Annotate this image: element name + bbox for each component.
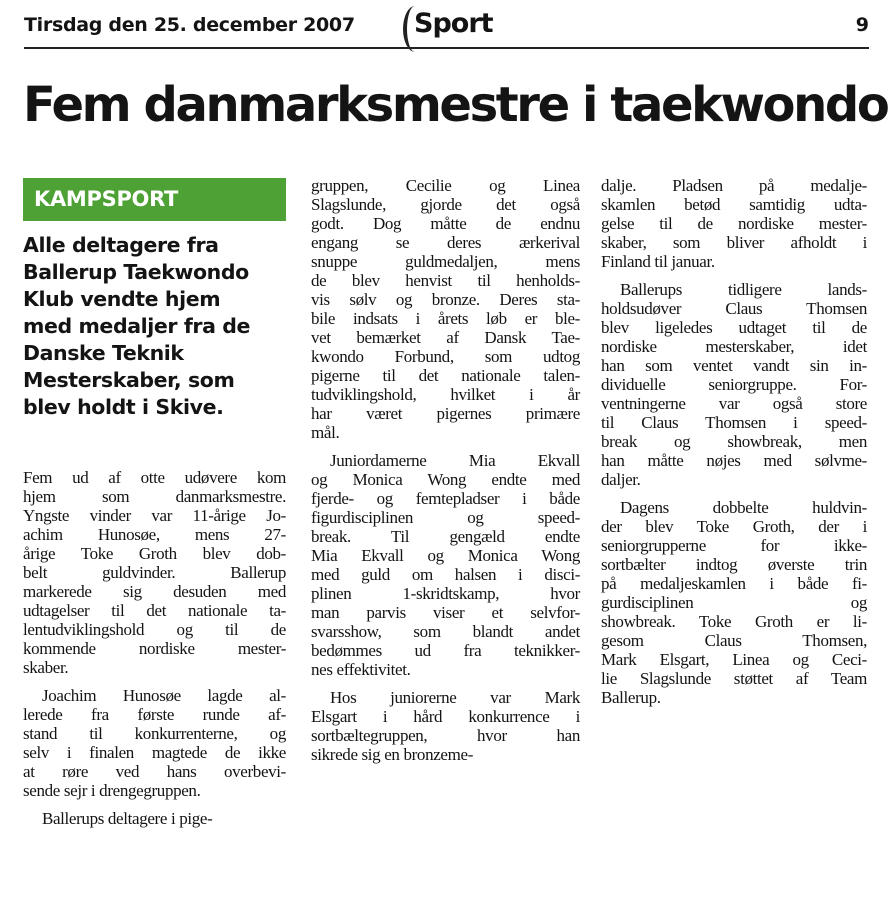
body-text-line: vet bemærket af Dansk Tae- bbox=[311, 328, 580, 347]
body-text-line: figurdisciplinen og speed- bbox=[311, 508, 580, 527]
body-text-line: han som ventet vandt sin in- bbox=[601, 356, 867, 375]
body-text-line: markerede sig desuden med bbox=[23, 582, 286, 601]
body-text-line: sikrede sig en bronzeme- bbox=[311, 745, 474, 764]
body-text-line: Ballerups deltagere i pige- bbox=[42, 809, 213, 828]
article-lead bbox=[23, 232, 298, 421]
body-text-line: Finland til januar. bbox=[601, 252, 715, 271]
issue-date: Tirsdag den 25. december 2007 bbox=[24, 14, 355, 36]
body-text-line: til Claus Thomsen i speed- bbox=[601, 413, 867, 432]
body-text-line: har været pigernes primære bbox=[311, 404, 580, 423]
body-text-line: lie Slagslunde støttet af Team bbox=[601, 669, 867, 688]
body-text-line: på medaljeskamlen i både fi- bbox=[601, 574, 867, 593]
section-name: Sport bbox=[414, 8, 493, 39]
body-text-line: vis sølv og bronze. Deres sta- bbox=[311, 290, 580, 309]
body-text-line: skaber, som bliver afholdt i bbox=[601, 233, 867, 252]
body-text-line: godt. Dog måtte de endnu bbox=[311, 214, 580, 233]
body-text-line: skaber. bbox=[23, 658, 69, 677]
body-text-line: tudviklingshold, hvilket i år bbox=[311, 385, 580, 404]
lead-line: Mesterskaber, som bbox=[23, 368, 235, 392]
body-text-line: break og showbreak, men bbox=[601, 432, 867, 451]
body-text-line: holdsudøver Claus Thomsen bbox=[601, 299, 867, 318]
body-text-line: svarsshow, som blandt andet bbox=[311, 622, 580, 641]
body-text-line: lentudviklingshold og til de bbox=[23, 620, 286, 639]
body-text-line: gurdisciplinen og bbox=[601, 593, 867, 612]
body-text-line: mål. bbox=[311, 423, 340, 442]
body-text-line: seniorgrupperne for ikke- bbox=[601, 536, 867, 555]
body-text-line: nes effektivitet. bbox=[311, 660, 411, 679]
body-text-line: at røre ved hans overbevi- bbox=[23, 762, 286, 781]
body-text-line: Elsgart i hård konkurrence i bbox=[311, 707, 580, 726]
body-text-line: snuppe guldmedaljen, mens bbox=[311, 252, 580, 271]
body-text-line: bedømmes ud fra teknikker- bbox=[311, 641, 580, 660]
article-column-1 bbox=[23, 468, 286, 828]
body-text-line: kommende nordiske mester- bbox=[23, 639, 286, 658]
lead-line: Klub vendte hjem bbox=[23, 287, 221, 311]
body-text-line: stand til konkurrenterne, og bbox=[23, 724, 286, 743]
body-text-line: Yngste vinder var 11-årige Jo- bbox=[23, 506, 286, 525]
body-text-line: nordiske mesterskaber, idet bbox=[601, 337, 867, 356]
body-text-line: showbreak. Toke Groth er li- bbox=[601, 612, 867, 631]
body-text-line: bile indsats i årets løb er ble- bbox=[311, 309, 580, 328]
body-text-line: dalje. Pladsen på medalje- bbox=[601, 176, 867, 195]
body-text-line: Juniordamerne Mia Ekvall bbox=[330, 451, 580, 470]
page-number: 9 bbox=[855, 14, 869, 36]
body-text-line: plinen 1-skridtskamp, hvor bbox=[311, 584, 580, 603]
body-text-line: Slagslunde, gjorde det også bbox=[311, 195, 580, 214]
body-text-line: de blev henvist til henholds- bbox=[311, 271, 580, 290]
body-text-line: belt guldvinder. Ballerup bbox=[23, 563, 286, 582]
body-text-line: Hos juniorerne var Mark bbox=[330, 688, 580, 707]
body-text-line: sende sejr i drengegruppen. bbox=[23, 781, 201, 800]
lead-line: Ballerup Taekwondo bbox=[23, 260, 249, 284]
body-text-line: Ballerup. bbox=[601, 688, 661, 707]
body-text-line: pigerne til det nationale talen- bbox=[311, 366, 580, 385]
body-text-line: achim Hunosøe, mens 27- bbox=[23, 525, 286, 544]
body-text-line: break. Til gengæld endte bbox=[311, 527, 580, 546]
kicker-label: KAMPSPORT bbox=[23, 178, 286, 221]
body-text-line: Mark Elsgart, Linea og Ceci- bbox=[601, 650, 867, 669]
body-text-line: Mia Ekvall og Monica Wong bbox=[311, 546, 580, 565]
body-text-line: fjerde- og femtepladser i både bbox=[311, 489, 580, 508]
body-text-line: han måtte nøjes med sølvme- bbox=[601, 451, 867, 470]
header-rule bbox=[24, 47, 869, 49]
lead-line: blev holdt i Skive. bbox=[23, 395, 224, 419]
article-column-3 bbox=[601, 176, 867, 707]
body-text-line: daljer. bbox=[601, 470, 641, 489]
body-text-line: kwondo Forbund, som udtog bbox=[311, 347, 580, 366]
body-text-line: dividuelle seniorgruppe. For- bbox=[601, 375, 867, 394]
body-text-line: sortbæltegruppen, hvor han bbox=[311, 726, 580, 745]
body-text-line: skamlen betød samtidig udta- bbox=[601, 195, 867, 214]
body-text-line: selv i finalen magtede de ikke bbox=[23, 743, 286, 762]
article-headline: Fem danmarksmestre i taekwondo bbox=[23, 77, 888, 133]
body-text-line: Joachim Hunosøe lagde al- bbox=[42, 686, 286, 705]
body-text-line: lerede fra første runde af- bbox=[23, 705, 286, 724]
lead-line: Danske Teknik bbox=[23, 341, 184, 365]
article-column-2 bbox=[311, 176, 580, 764]
body-text-line: der blev Toke Groth, der i bbox=[601, 517, 867, 536]
body-text-line: man parvis viser et selvfor- bbox=[311, 603, 580, 622]
body-text-line: udtagelser til det nationale ta- bbox=[23, 601, 286, 620]
body-text-line: Ballerups tidligere lands- bbox=[620, 280, 867, 299]
body-text-line: med guld om halsen i disci- bbox=[311, 565, 580, 584]
lead-line: med medaljer fra de bbox=[23, 314, 251, 338]
body-text-line: Dagens dobbelte huldvin- bbox=[620, 498, 867, 517]
body-text-line: engang se deres ærkerival bbox=[311, 233, 580, 252]
body-text-line: sortbælter indtog øverste trin bbox=[601, 555, 867, 574]
lead-line: Alle deltagere fra bbox=[23, 233, 219, 257]
body-text-line: gelse til de nordiske mester- bbox=[601, 214, 867, 233]
body-text-line: hjem som danmarksmestre. bbox=[23, 487, 286, 506]
body-text-line: ventningerne var også store bbox=[601, 394, 867, 413]
body-text-line: gesom Claus Thomsen, bbox=[601, 631, 867, 650]
page-header bbox=[24, 8, 869, 48]
body-text-line: og Monica Wong endte med bbox=[311, 470, 580, 489]
body-text-line: blev ligeledes udtaget til de bbox=[601, 318, 867, 337]
body-text-line: Fem ud af otte udøvere kom bbox=[23, 468, 286, 487]
body-text-line: gruppen, Cecilie og Linea bbox=[311, 176, 580, 195]
body-text-line: årige Toke Groth blev dob- bbox=[23, 544, 286, 563]
